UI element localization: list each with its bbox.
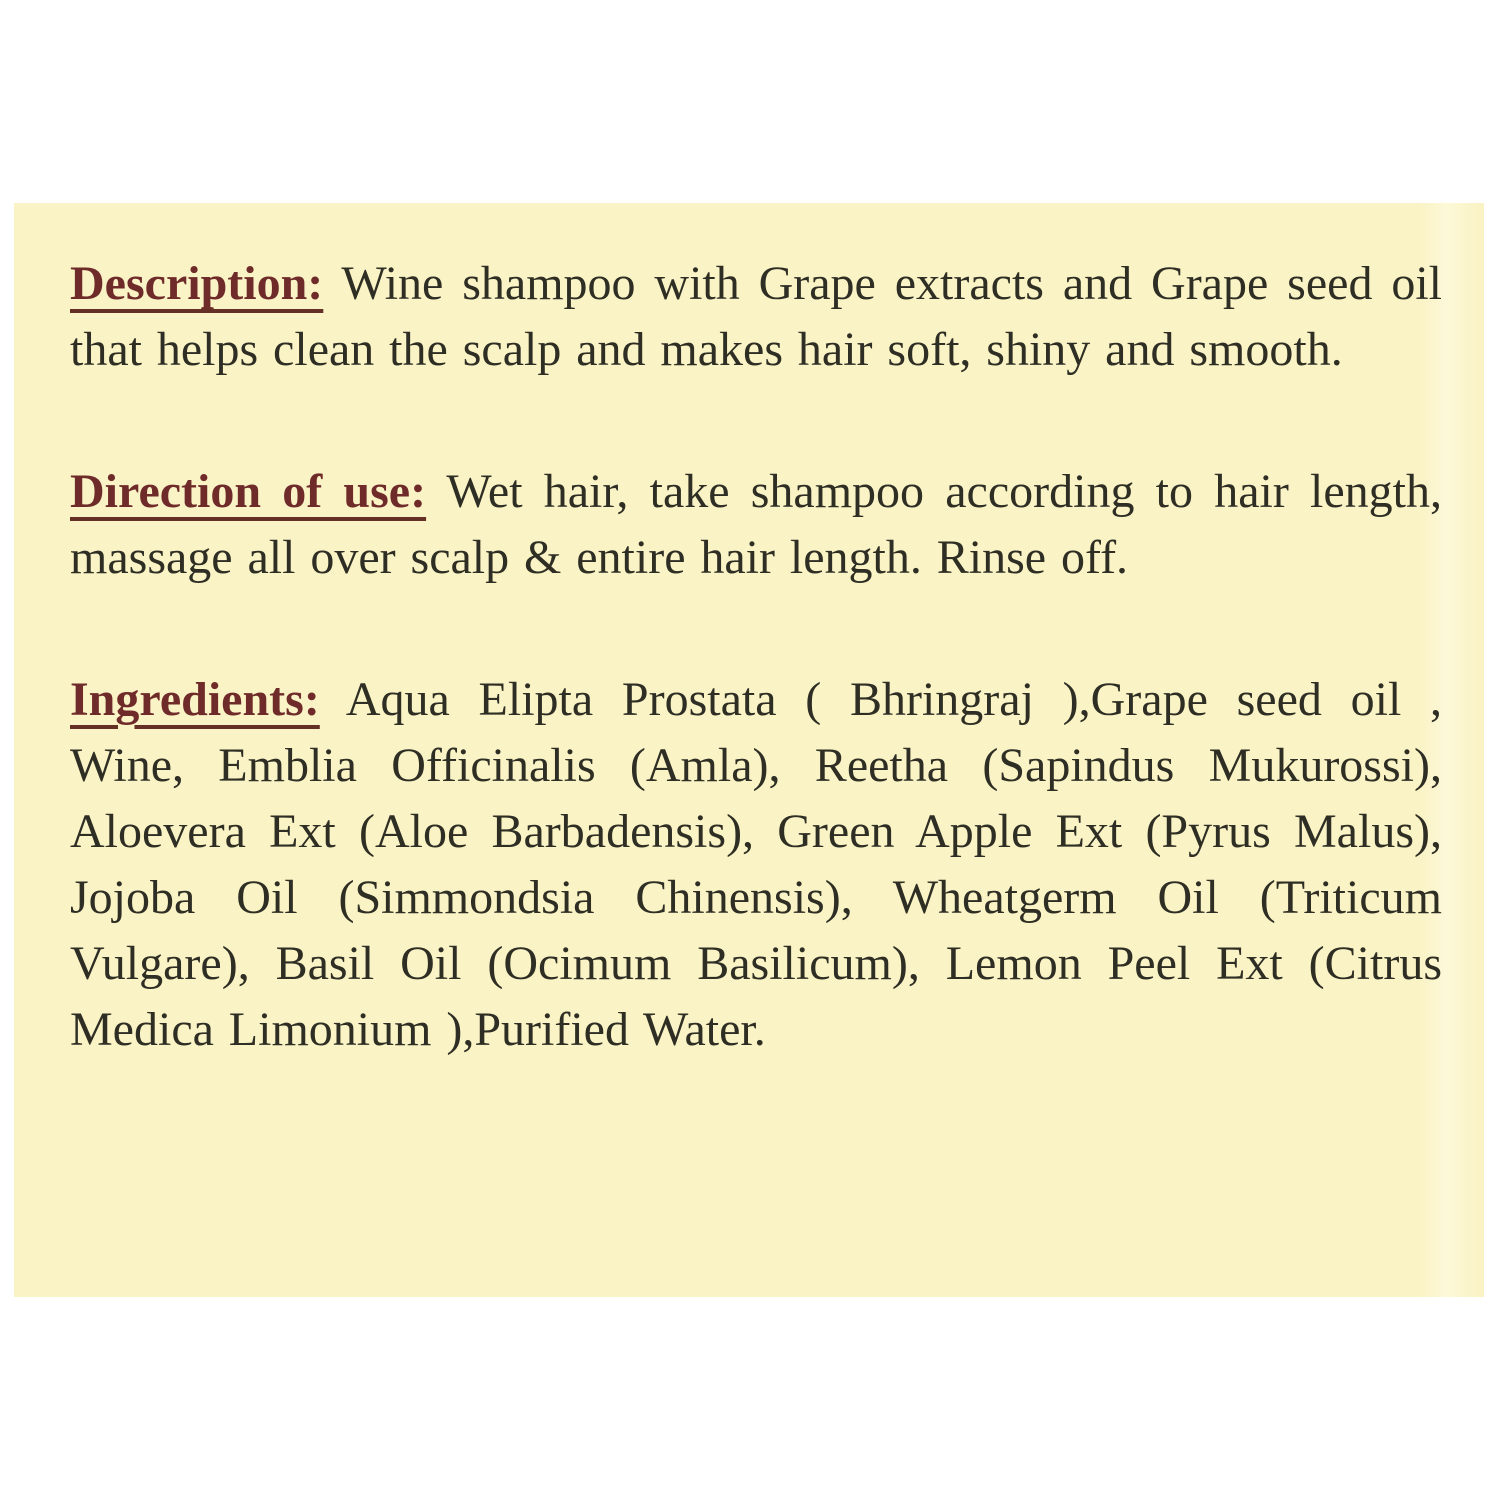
label-content [70,251,1442,1063]
label-panel [14,203,1484,1297]
description-heading: Description: [70,257,324,310]
direction-of-use-section [70,459,1442,591]
description-section [70,251,1442,383]
ingredients-body: Aqua Elipta Prostata ( Bhringraj ),Grape seed oil , Wine, Emblia Officinalis (Amla), Reetha (Sapindus Mukurossi), Aloevera Ext (Aloe Barbadensis), Green Apple Ext (Pyrus Malus), Jojoba Oil (Simmondsia Chinensis), Wheatgerm Oil (Triticum Vulgare), Basil Oil (Ocimum Basilicum), Lemon Peel Ext (Citrus Medica Limonium ),Purified Water. [70,673,1442,1056]
ingredients-heading: Ingredients: [70,673,320,726]
direction-of-use-heading: Direction of use: [70,465,427,518]
description-body: Wine shampoo with Grape extracts and Grape seed oil that helps clean the scalp and makes hair soft, shiny and smooth. [70,257,1442,376]
ingredients-section [70,667,1442,1063]
direction-of-use-body: Wet hair, take shampoo according to hair length, massage all over scalp & entire hair length. Rinse off. [70,465,1442,584]
